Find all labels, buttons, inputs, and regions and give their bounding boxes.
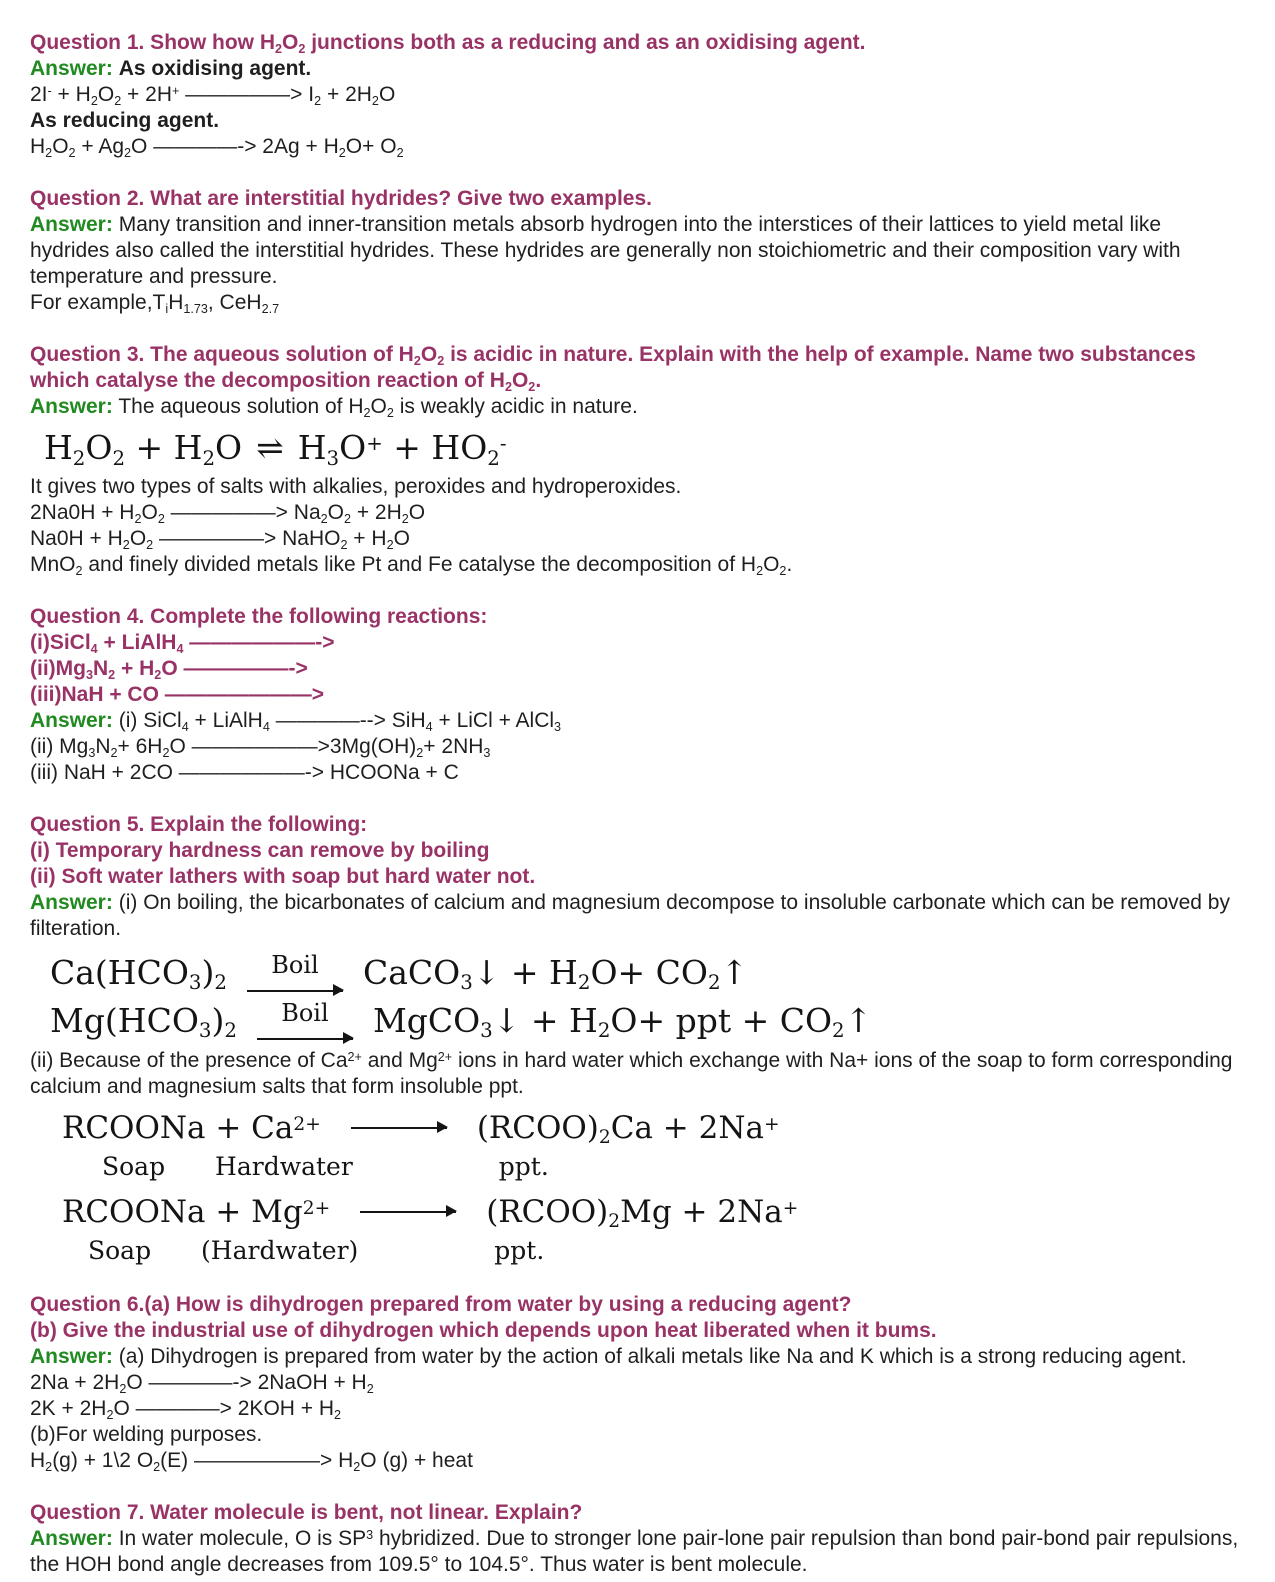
- question-7-block: [30, 1500, 1241, 1578]
- right-arrow-icon: [351, 1127, 447, 1129]
- question-6-equation-2: $2K + 2H_2O$ ————> $2KOH + H_2$: [30, 1397, 342, 1422]
- ppt-label: ppt.: [494, 1236, 545, 1265]
- answer-subheading: As oxidising agent.: [118, 57, 312, 80]
- equation-left: RCOONa + $Mg^{2+}$: [62, 1194, 331, 1230]
- question-6-answer: [30, 1344, 1241, 1370]
- question-5-block: [30, 812, 1241, 1266]
- equation-left: $H_2O_2 + H_2O$: [44, 428, 243, 470]
- boil-arrow: [247, 952, 343, 992]
- question-2-example: For $example,T_iH_{1.73}$, CeH$_{2.7}$: [30, 291, 280, 316]
- soap-magnesium-equation: [62, 1192, 1241, 1232]
- question-1-heading: Question 1. Show how $H_2O_2$ junctions both as a reducing and as an oxidising agent.: [30, 31, 866, 56]
- question-1-subheading-2: As reducing agent.: [30, 109, 220, 132]
- soap-label: Soap: [88, 1236, 152, 1265]
- question-3-line-2: MnO$_2$ and finely divided metals like Pt and Fe catalyse the decomposition of $H_2O_2$.: [30, 553, 793, 578]
- question-3-block: [30, 342, 1241, 578]
- equation-right: $(RCOO)_2Ca + 2Na^+$: [476, 1110, 780, 1149]
- magnesium-bicarbonate-equation: [50, 999, 1241, 1043]
- question-3-line-1: It gives two types of salts with alkalies, peroxides and hydroperoxides.: [30, 475, 682, 498]
- question-1-equation-1: $2I^- + H_2O_2 + 2H^+$ —————> $I_2 + 2H_2O$: [30, 83, 396, 108]
- acid-equilibrium-equation: [44, 426, 1241, 470]
- question-1-equation-2: $H_2O_2 + Ag_2O$ ————-> $2Ag + H_2O+ O_2$: [30, 135, 404, 160]
- answer-label: Answer:: [30, 891, 113, 914]
- answer-label: Answer:: [30, 395, 113, 418]
- question-2-answer: [30, 212, 1241, 290]
- question-4-answer-1: [30, 708, 1241, 734]
- question-5-answer: [30, 890, 1241, 942]
- boil-label: Boil: [281, 999, 329, 1027]
- equation-right: $(RCOO)_2Mg + 2Na^+$: [486, 1194, 799, 1233]
- equation-left: $Mg(HCO_3)_2$: [50, 1000, 237, 1043]
- question-2-block: [30, 186, 1241, 316]
- question-4-item-3: (iii)NaH + CO ———————>: [30, 683, 325, 706]
- answer-text: In water molecule, O is $SP^3$ hybridized. Due to stronger lone pair-lone pair repulsion than bond pair-bond pair repulsions, the HOH bond angle decreases from 109.5° to 104.5°. Thus water is bent molecule.: [30, 1527, 1239, 1576]
- question-4-block: [30, 604, 1241, 786]
- equation-left: $Ca(HCO_3)_2$: [50, 952, 227, 995]
- equilibrium-symbol: ⇌: [256, 428, 284, 467]
- answer-text: Many transition and inner-transition metals absorb hydrogen into the interstices of their lattices to yield metal like hydrides also called the interstitial hydrides. These hydrides are generally non stoichiometric and their composition vary with temperature and pressure.: [30, 213, 1181, 288]
- right-arrow-icon: [257, 1038, 353, 1040]
- soap-calcium-equation: [62, 1108, 1241, 1148]
- equation-right: CaCO$_3$↓ + $H_2O+$ $CO_2↑$: [362, 952, 749, 995]
- question-5-heading: Question 5. Explain the following:: [30, 813, 368, 836]
- equation-left: RCOONa + $Ca^{2+}$: [62, 1110, 321, 1146]
- answer-label: Answer:: [30, 213, 113, 236]
- hardwater-label: Hardwater: [215, 1152, 353, 1181]
- question-4-item-1: (i)SiCl$_4$ + LiAlH$_4$ ——————->: [30, 631, 335, 656]
- question-1-block: [30, 30, 1241, 160]
- question-6-heading-b: (b) Give the industrial use of dihydrogen which depends upon heat liberated when it bums.: [30, 1319, 937, 1342]
- soap-calcium-labels: [30, 1152, 1241, 1182]
- answer-label: Answer:: [30, 709, 113, 732]
- equation-right: $H_3O^+ + HO_2^-$: [297, 428, 507, 470]
- answer-text: (i) On boiling, the bicarbonates of calcium and magnesium decompose to insoluble carbonate which can be removed by filteration.: [30, 891, 1230, 940]
- question-6-line-b: (b)For welding purposes.: [30, 1423, 263, 1446]
- ppt-label: ppt.: [498, 1152, 549, 1181]
- question-5-item-1: (i) Temporary hardness can remove by boiling: [30, 839, 490, 862]
- soap-magnesium-labels: [30, 1236, 1241, 1266]
- question-4-answer-3: (iii) NaH + 2CO ——————-> HCOONa + C: [30, 761, 459, 784]
- answer-text: (i) SiCl$_4$ + LiAlH$_4$ ————--> SiH$_4$ + LiCl + AlCl$_3$: [118, 709, 562, 734]
- question-3-answer: [30, 394, 1241, 420]
- question-3-equation-2: $Na0H + H_2O_2$ —————> NaHO$_2$ + $H_2O$: [30, 527, 410, 552]
- question-6-block: [30, 1292, 1241, 1474]
- question-6-heading-a: Question 6.(a) How is dihydrogen prepared from water by using a reducing agent?: [30, 1293, 852, 1316]
- equation-right: MgCO$_3$↓ + $H_2O+$ ppt + $CO_2↑$: [372, 1000, 873, 1043]
- question-2-heading: Question 2. What are interstitial hydrides? Give two examples.: [30, 187, 653, 210]
- answer-text: The aqueous solution of $H_2O_2$ is weakly acidic in nature.: [118, 395, 638, 420]
- question-1-answer-line: [30, 56, 1241, 82]
- right-arrow-icon: [360, 1211, 456, 1213]
- calcium-bicarbonate-equation: [50, 951, 1241, 995]
- soap-label: Soap: [102, 1152, 166, 1181]
- question-4-answer-2: (ii) $Mg_3N_2+ 6H_2O$ $——————>3Mg(OH)_2+ 2NH_3$: [30, 735, 491, 760]
- question-7-answer: [30, 1526, 1241, 1578]
- question-4-heading: Question 4. Complete the following reactions:: [30, 605, 488, 628]
- answer-label: Answer:: [30, 1527, 113, 1550]
- right-arrow-icon: [247, 990, 343, 992]
- boil-label: Boil: [271, 951, 319, 979]
- answer-label: Answer:: [30, 57, 113, 80]
- question-3-equation-1: $2Na0H + H_2O_2$ —————> $Na_2O_2 + 2H_2O$: [30, 501, 426, 526]
- question-5-item-2: (ii) Soft water lathers with soap but hard water not.: [30, 865, 536, 888]
- question-6-equation-1: $2Na + 2H_2O$ ————-> 2NaOH + $H_2$: [30, 1371, 374, 1396]
- question-4-item-2: $(ii)Mg_3N_2 + H_2O$ —————->: [30, 657, 308, 682]
- question-5-paragraph-2: (ii) Because of the presence of $Ca^{2+}$ and $Mg^{2+}$ ions in hard water which exchange with Na+ ions of the soap to form corresponding calcium and magnesium salts that form insoluble ppt.: [30, 1049, 1233, 1098]
- question-3-heading: Question 3. The aqueous solution of $H_2O_2$ is acidic in nature. Explain with the help of example. Name two substances which catalyse the decomposition reaction of $H_2O_2$.: [30, 343, 1196, 394]
- question-6-equation-3: $H_2(g)$ + 1\2 $O_2(E)$ ——————> $H_2O$ (g) + heat: [30, 1449, 473, 1474]
- question-7-heading: Question 7. Water molecule is bent, not linear. Explain?: [30, 1501, 583, 1524]
- answer-label: Answer:: [30, 1345, 113, 1368]
- hardwater-label: (Hardwater): [201, 1236, 359, 1265]
- answer-text: (a) Dihydrogen is prepared from water by the action of alkali metals like Na and K which is a strong reducing agent.: [118, 1345, 1187, 1368]
- boil-arrow: [257, 1000, 353, 1040]
